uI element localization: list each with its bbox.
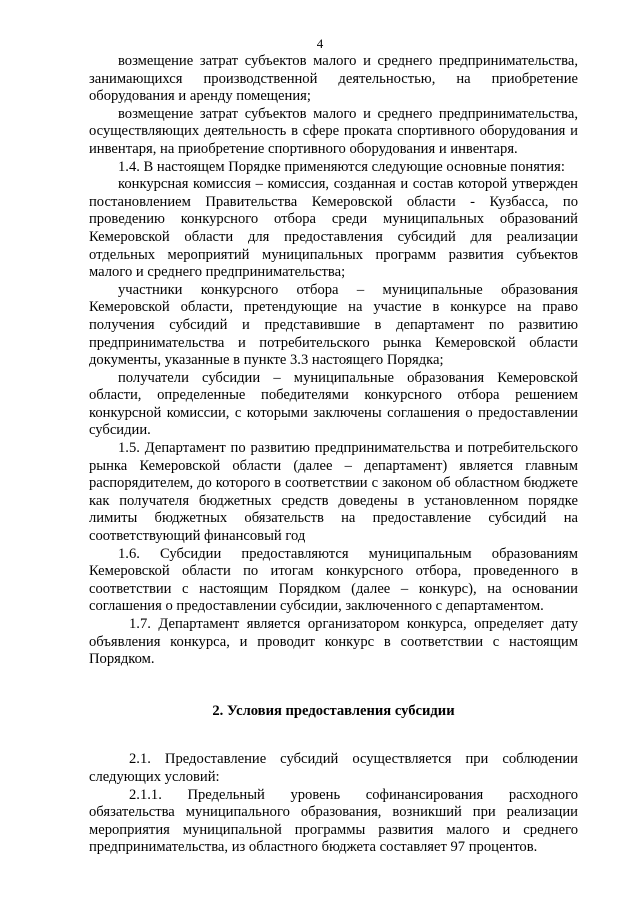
page-number: 4 — [316, 36, 324, 51]
paragraph-definition-recipients: получатели субсидии – муниципальные образования Кемеровской области, определенные победителями конкурсного отбора решением конкурсной комиссии, с которыми заключены соглашения о предоставлении субсидии. — [89, 369, 578, 439]
paragraph-reimbursement-rental: возмещение затрат субъектов малого и среднего предпринимательства, осуществляющих деятельность в сфере проката спортивного оборудования и инвентаря, на приобретение спортивного оборудования и инвентаря. — [89, 105, 578, 157]
paragraph-definition-participants: участники конкурсного отбора – муниципальные образования Кемеровской области, претендующие на участие в конкурсе на право получения субсидий и представившие в департамент по развитию предпринимательства и потребительского рынка Кемеровской области документы, указанные в пункте 3.3 настоящего Порядка; — [89, 281, 578, 369]
paragraph-1-5: 1.5. Департамент по развитию предпринимательства и потребительского рынка Кемеровской области (далее – департамент) является главным распорядителем, до которого в соответствии с законом об областном бюджете как получателя бюджетных средств доведены в установленном порядке лимиты бюджетных обязательств на предоставление субсидий на соответствующий финансовый год — [89, 440, 578, 545]
paragraph-1-7: 1.7. Департамент является организатором конкурса, определяет дату объявления конкурса, и проводит конкурс в соответствии с настоящим Порядком. — [89, 616, 578, 668]
paragraph-1-6: 1.6. Субсидии предоставляются муниципальным образованиям Кемеровской области по итогам конкурсного отбора, проведенного в соответствии с настоящим Порядком (далее – конкурс), на основании соглашения о предоставлении субсидии, заключенного с департаментом. — [89, 545, 578, 615]
section-heading: 2. Условия предоставления субсидии — [212, 702, 455, 719]
paragraph-definition-commission: конкурсная комиссия – комиссия, созданная и состав которой утвержден постановлением Правительства Кемеровской области - Кузбасса, по проведению конкурсного отбора среди муниципальных образований Кемеровской области для предоставления субсидий для реализации отдельных мероприятий муниципальных программ развития субъектов малого и среднего предпринимательства; — [89, 176, 578, 281]
paragraph-2-1-1: 2.1.1. Предельный уровень софинансирования расходного обязательства муниципального образования, возникший при реализации мероприятия муниципальной программы развития малого и среднего предпринимательства, из областного бюджета составляет 97 процентов. — [89, 786, 578, 856]
document-body — [89, 53, 578, 857]
paragraph-reimbursement-production: возмещение затрат субъектов малого и среднего предпринимательства, занимающихся производственной деятельностью, на приобретение оборудования и аренду помещения; — [89, 53, 578, 105]
paragraph-1-4: 1.4. В настоящем Порядке применяются следующие основные понятия: — [118, 158, 565, 175]
paragraph-2-1: 2.1. Предоставление субсидий осуществляется при соблюдении следующих условий: — [89, 751, 578, 785]
